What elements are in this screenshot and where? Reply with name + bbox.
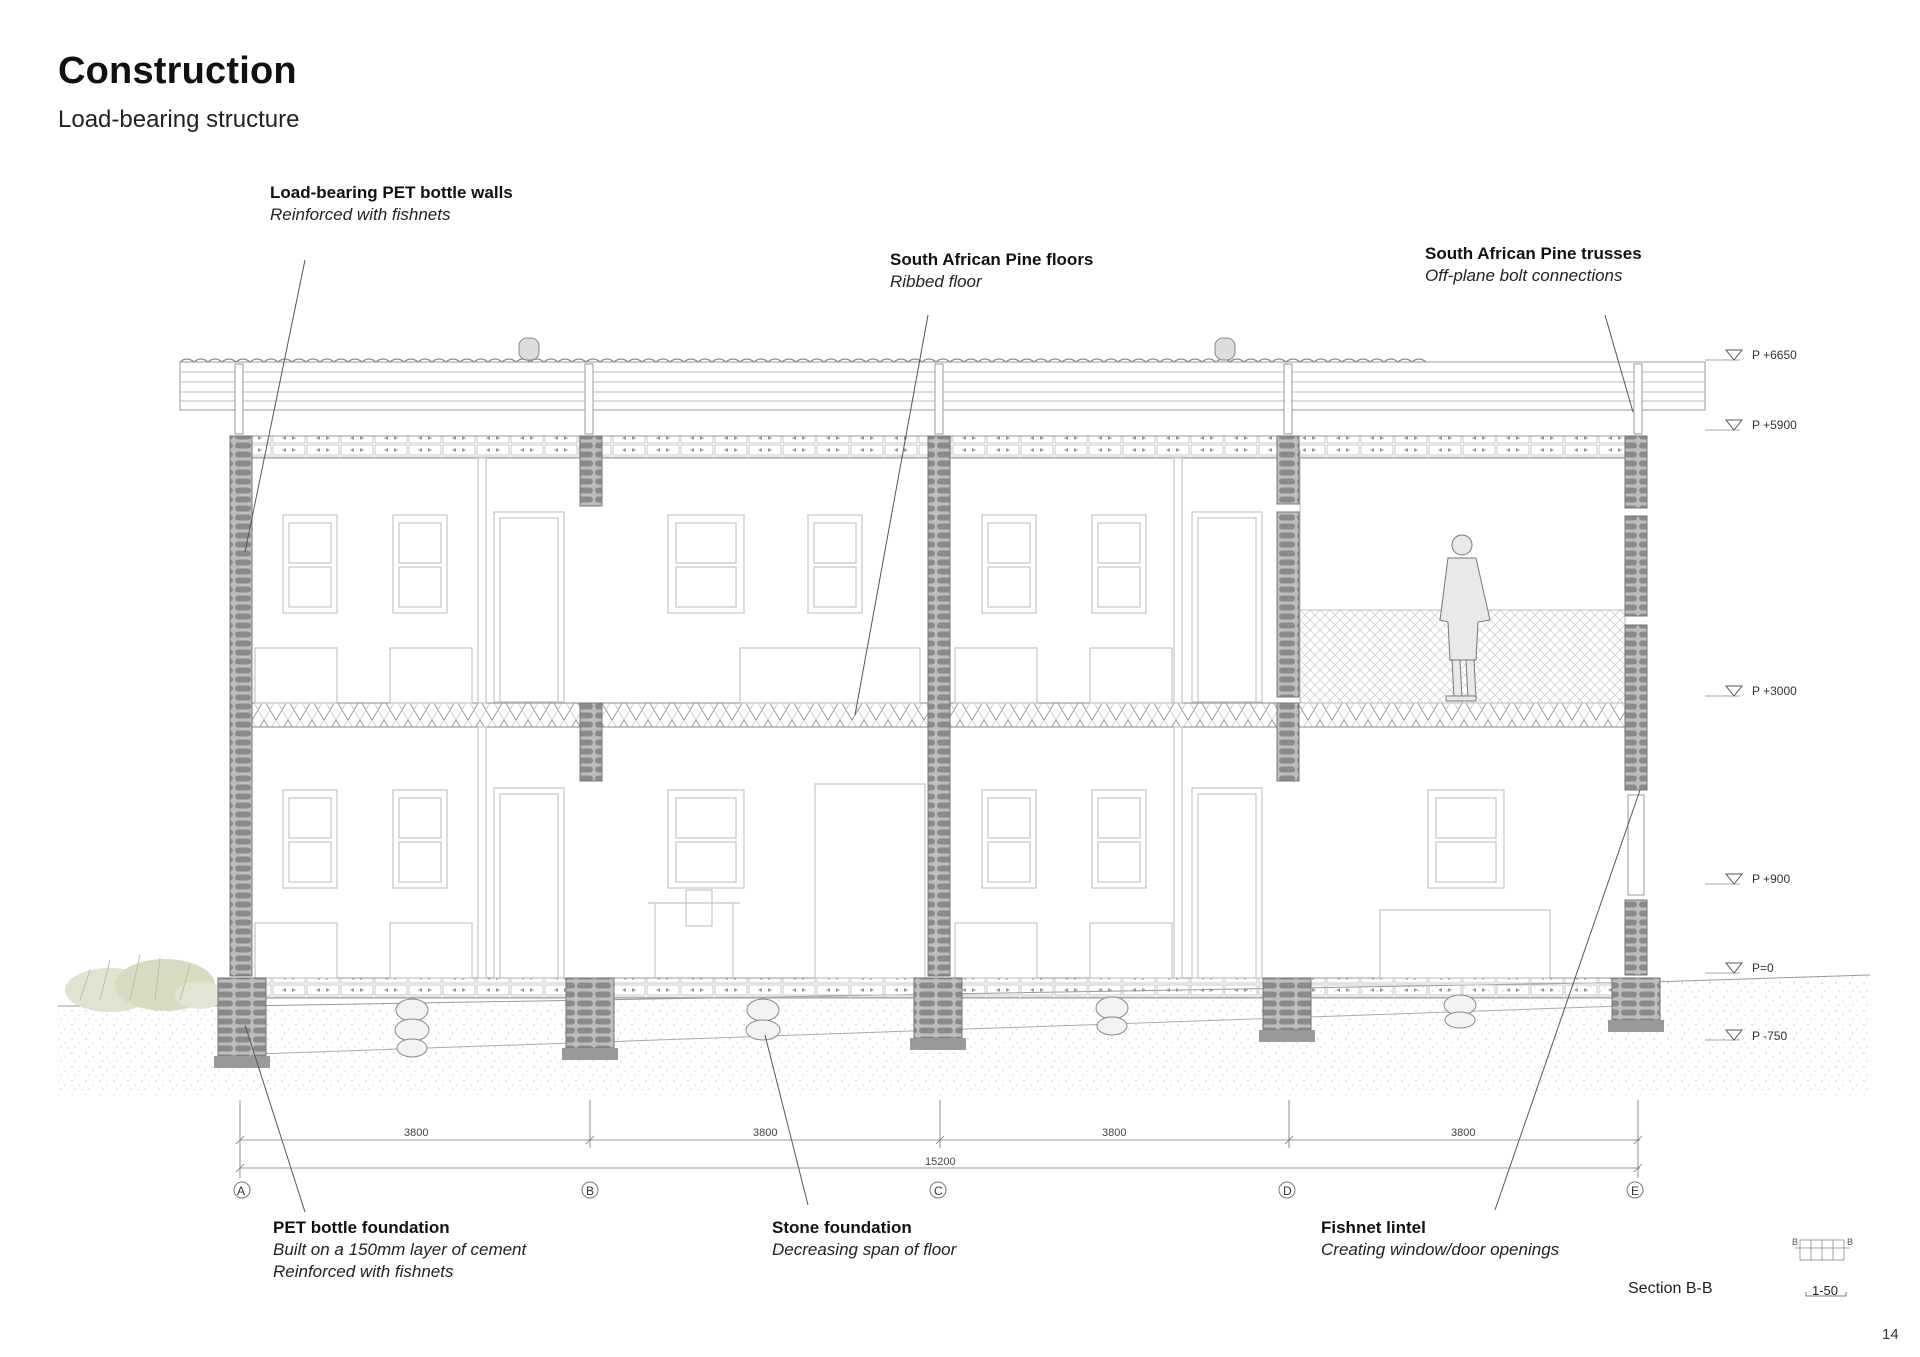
wall-a — [230, 436, 252, 976]
page-title: Construction — [58, 50, 297, 92]
wall-c — [928, 436, 950, 976]
leader-floors — [855, 315, 928, 715]
level-label: P +6650 — [1752, 348, 1797, 362]
callout-floors-heading: South African Pine floors — [890, 250, 1094, 269]
roof-vent — [519, 338, 1235, 360]
dimension-total: 15200 — [925, 1156, 956, 1168]
grid-axes — [234, 1182, 1643, 1198]
level-marker — [1705, 872, 1790, 886]
section-key-label-right: B — [1847, 1237, 1854, 1247]
leader-trusses — [1605, 315, 1633, 412]
wall-b-top — [580, 436, 602, 506]
wall-e-low — [1625, 900, 1647, 975]
level-label: P -750 — [1752, 1029, 1788, 1043]
callout-pet-foundation-sub1: Built on a 150mm layer of cement — [273, 1240, 527, 1259]
level-markers — [1705, 348, 1797, 1043]
dimension-bay: 3800 — [1451, 1127, 1476, 1139]
scale-label: 1-50 — [1812, 1283, 1839, 1298]
level-marker — [1705, 684, 1797, 698]
wall-e-upper — [1625, 516, 1647, 616]
level-label: P +3000 — [1752, 684, 1797, 698]
callout-pet-foundation-sub2: Reinforced with fishnets — [273, 1262, 454, 1281]
wall-d-top — [1277, 436, 1299, 504]
section-key-icon — [1795, 1240, 1850, 1260]
callout-stone-foundation-sub: Decreasing span of floor — [772, 1240, 957, 1259]
callout-lintel-sub: Creating window/door openings — [1321, 1240, 1560, 1259]
level-label: P +900 — [1752, 872, 1791, 886]
level-marker — [1705, 348, 1797, 362]
section-label: Section B-B — [1628, 1280, 1713, 1297]
wall-e-mid — [1625, 625, 1647, 790]
callout-lintel-heading: Fishnet lintel — [1321, 1218, 1426, 1237]
level-label: P=0 — [1752, 961, 1774, 975]
callout-walls-heading: Load-bearing PET bottle walls — [270, 183, 513, 202]
leader-walls — [245, 260, 305, 552]
callout-trusses-heading: South African Pine trusses — [1425, 244, 1642, 263]
callout-walls-sub: Reinforced with fishnets — [270, 205, 451, 224]
section-key-label-left: B — [1792, 1237, 1799, 1247]
axis-label: C — [934, 1184, 943, 1198]
callout-pet-foundation-heading: PET bottle foundation — [273, 1218, 450, 1237]
dimension-bay: 3800 — [753, 1127, 778, 1139]
axis-label: E — [1631, 1184, 1640, 1198]
shrub — [65, 955, 225, 1012]
level-marker — [1705, 961, 1774, 975]
wall-b-mid — [580, 703, 602, 781]
wall-e-top — [1625, 436, 1647, 508]
page-number: 14 — [1882, 1326, 1899, 1343]
dimension-bay: 3800 — [404, 1127, 429, 1139]
axis-label: A — [237, 1184, 246, 1198]
wall-d-mid — [1277, 703, 1299, 781]
callout-trusses-sub: Off-plane bolt connections — [1425, 266, 1623, 285]
roof — [180, 338, 1705, 434]
dimension-bay: 3800 — [1102, 1127, 1127, 1139]
wall-d-upper — [1277, 512, 1299, 697]
axis-label: B — [586, 1184, 595, 1198]
fishnet-lintel-opening — [1628, 795, 1644, 895]
callout-stone-foundation-heading: Stone foundation — [772, 1218, 912, 1237]
page-subtitle: Load-bearing structure — [58, 106, 300, 133]
axis-label: D — [1283, 1184, 1292, 1198]
level-marker — [1705, 418, 1797, 432]
level-label: P +5900 — [1752, 418, 1797, 432]
callout-floors-sub: Ribbed floor — [890, 272, 982, 291]
